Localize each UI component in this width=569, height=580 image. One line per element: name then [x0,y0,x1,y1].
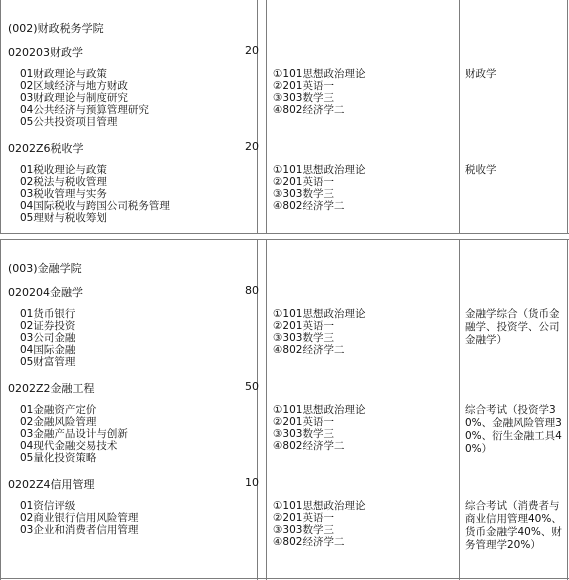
exam-subject: ①101思想政治理论 [273,308,366,320]
exam-subject: ④802经济学二 [273,344,345,356]
direction-item: 03金融产品设计与创新 [20,428,128,440]
direction-item: 04现代金融交易技术 [20,440,118,452]
direction-list [20,164,170,224]
exam-subject: ④802经济学二 [273,440,345,452]
major-title: 020204金融学 [8,286,83,299]
exam-subject: ①101思想政治理论 [273,68,366,80]
exam-subjects [273,404,365,452]
exam-subject: ③303数学三 [273,332,334,344]
college-title: (002)财政税务学院 [8,22,104,35]
exam-subject: ①101思想政治理论 [273,500,366,512]
direction-item: 03财政理论与制度研究 [20,92,128,104]
direction-list [20,500,138,536]
exam-subject: ③303数学三 [273,92,334,104]
table-column-divider [459,0,460,580]
direction-item: 05公共投资项目管理 [20,116,118,128]
table-border-left [0,0,1,580]
exam-subject: ①101思想政治理论 [273,164,366,176]
quota: 20 [245,44,259,57]
direction-item: 04国际金融 [20,344,76,356]
direction-item: 05理财与税收筹划 [20,212,107,224]
exam-subject: ④802经济学二 [273,104,345,116]
quota: 10 [245,476,259,489]
exam-subject: ③303数学三 [273,428,334,440]
exam-subject: ②201英语一 [273,320,334,332]
table-border-bottom [0,578,569,579]
exam-subjects [273,164,365,212]
remark: 综合考试（投资学30%、金融风险管理30%、衍生金融工具40%） [465,404,562,455]
direction-list [20,404,128,464]
direction-item: 04公共经济与预算管理研究 [20,104,149,116]
exam-subjects [273,68,365,116]
exam-subject: ②201英语一 [273,416,334,428]
direction-item: 03公司金融 [20,332,76,344]
direction-item: 05量化投资策略 [20,452,97,464]
remark: 税收学 [465,164,497,176]
direction-item: 01税收理论与政策 [20,164,107,176]
exam-subject: ④802经济学二 [273,200,345,212]
exam-subject: ②201英语一 [273,512,334,524]
exam-subject: ②201英语一 [273,176,334,188]
quota: 80 [245,284,259,297]
remark: 财政学 [465,68,497,80]
table-border-right [567,0,568,580]
direction-item: 03税收管理与实务 [20,188,107,200]
direction-item: 01财政理论与政策 [20,68,107,80]
direction-item: 01货币银行 [20,308,76,320]
exam-subject: ③303数学三 [273,188,334,200]
remark: 综合考试（消费者与商业信用管理40%、货币金融学40%、财务管理学20%） [465,500,562,551]
direction-item: 02证券投资 [20,320,76,332]
direction-list [20,68,149,128]
direction-item: 03企业和消费者信用管理 [20,524,139,536]
direction-item: 01金融资产定价 [20,404,97,416]
exam-subjects [273,308,365,356]
exam-subject: ②201英语一 [273,80,334,92]
major-title: 0202Z6税收学 [8,142,84,155]
direction-item: 04国际税收与跨国公司税务管理 [20,200,170,212]
major-title: 0202Z2金融工程 [8,382,95,395]
direction-item: 02区域经济与地方财政 [20,80,128,92]
section-divider [0,239,569,240]
quota: 20 [245,140,259,153]
major-title: 020203财政学 [8,46,83,59]
direction-item: 02金融风险管理 [20,416,97,428]
major-title: 0202Z4信用管理 [8,478,95,491]
direction-list [20,308,75,368]
exam-subjects [273,500,365,548]
exam-subject: ③303数学三 [273,524,334,536]
direction-item: 02税法与税收管理 [20,176,107,188]
direction-item: 02商业银行信用风险管理 [20,512,139,524]
direction-item: 05财富管理 [20,356,76,368]
college-title: (003)金融学院 [8,262,82,275]
exam-subject: ④802经济学二 [273,536,345,548]
direction-item: 01资信评级 [20,500,76,512]
quota: 50 [245,380,259,393]
exam-subject: ①101思想政治理论 [273,404,366,416]
remark: 金融学综合（货币金融学、投资学、公司金融学） [465,308,560,346]
